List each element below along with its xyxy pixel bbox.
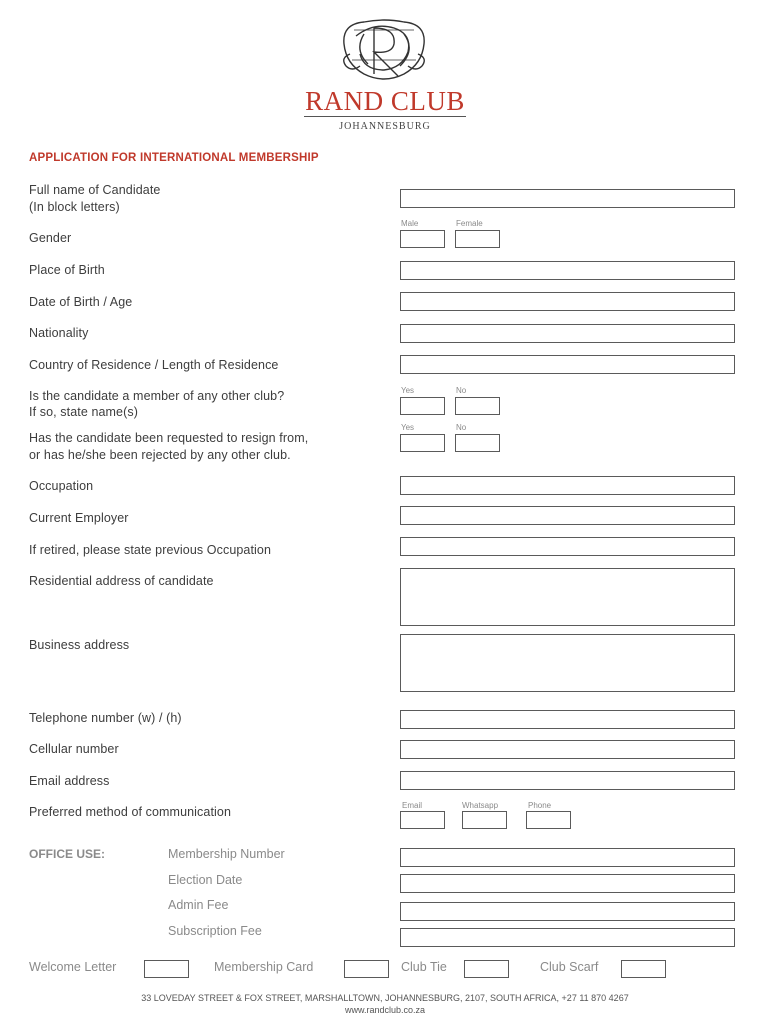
- label-gender: Gender: [29, 231, 72, 245]
- label-welcome-letter: Welcome Letter: [29, 960, 117, 974]
- dob-input[interactable]: [400, 292, 735, 311]
- office-use-title: OFFICE USE:: [29, 847, 106, 861]
- label-other-club-names: If so, state name(s): [29, 405, 138, 419]
- label-subscription-fee: Subscription Fee: [168, 924, 262, 938]
- label-place-of-birth: Place of Birth: [29, 263, 105, 277]
- gender-male-label: Male: [401, 219, 419, 228]
- footer-website: www.randclub.co.za: [344, 1005, 426, 1015]
- label-email: Email address: [29, 774, 110, 788]
- occupation-input[interactable]: [400, 476, 735, 495]
- label-club-scarf: Club Scarf: [540, 960, 599, 974]
- pref-whatsapp-label: Whatsapp: [462, 801, 499, 810]
- nationality-input[interactable]: [400, 324, 735, 343]
- other-club-no-label: No: [456, 386, 467, 395]
- label-block-letters: (In block letters): [29, 200, 120, 214]
- form-title: APPLICATION FOR INTERNATIONAL MEMBERSHIP: [29, 152, 319, 164]
- election-date-input[interactable]: [400, 874, 735, 893]
- label-residential: Residential address of candidate: [29, 574, 214, 588]
- telephone-input[interactable]: [400, 710, 735, 729]
- footer-address: 33 LOVEDAY STREET & FOX STREET, MARSHALLTOWN, JOHANNESBURG, 2107, SOUTH AFRICA, +27 11 870 4267: [141, 993, 629, 1003]
- residential-address-input[interactable]: [400, 568, 735, 626]
- country-residence-input[interactable]: [400, 355, 735, 374]
- label-club-tie: Club Tie: [401, 960, 447, 974]
- label-full-name: Full name of Candidate: [29, 183, 161, 197]
- pref-phone-box[interactable]: [526, 811, 571, 829]
- welcome-letter-box[interactable]: [144, 960, 189, 978]
- resign-yes-label: Yes: [401, 423, 415, 432]
- label-employer: Current Employer: [29, 511, 129, 525]
- club-tie-box[interactable]: [464, 960, 509, 978]
- gender-female-label: Female: [456, 219, 483, 228]
- place-of-birth-input[interactable]: [400, 261, 735, 280]
- other-club-no-box[interactable]: [455, 397, 500, 415]
- pref-phone-label: Phone: [528, 801, 552, 810]
- business-address-input[interactable]: [400, 634, 735, 692]
- label-other-club: Is the candidate a member of any other club?: [29, 389, 285, 403]
- pref-email-label: Email: [402, 801, 423, 810]
- club-name: RAND CLUB: [305, 86, 465, 116]
- label-preferred: Preferred method of communication: [29, 805, 232, 819]
- resign-no-box[interactable]: [455, 434, 500, 452]
- admin-fee-input[interactable]: [400, 902, 735, 921]
- club-name-underline: [304, 116, 466, 117]
- employer-input[interactable]: [400, 506, 735, 525]
- label-resign: Has the candidate been requested to resign from,: [29, 431, 309, 445]
- club-city: JOHANNESBURG: [339, 121, 431, 132]
- membership-number-input[interactable]: [400, 848, 735, 867]
- label-admin-fee: Admin Fee: [168, 898, 229, 912]
- label-dob: Date of Birth / Age: [29, 295, 133, 309]
- label-occupation: Occupation: [29, 479, 94, 493]
- label-election-date: Election Date: [168, 873, 243, 887]
- label-cellular: Cellular number: [29, 742, 119, 756]
- pref-email-box[interactable]: [400, 811, 445, 829]
- other-club-yes-box[interactable]: [400, 397, 445, 415]
- label-rejected: or has he/she been rejected by any other club.: [29, 448, 291, 462]
- cellular-input[interactable]: [400, 740, 735, 759]
- gender-male-box[interactable]: [400, 230, 445, 248]
- subscription-fee-input[interactable]: [400, 928, 735, 947]
- label-business: Business address: [29, 638, 130, 652]
- membership-card-box[interactable]: [344, 960, 389, 978]
- label-telephone: Telephone number (w) / (h): [29, 711, 182, 725]
- email-input[interactable]: [400, 771, 735, 790]
- retired-input[interactable]: [400, 537, 735, 556]
- pref-whatsapp-box[interactable]: [462, 811, 507, 829]
- club-crest-logo: [334, 14, 434, 86]
- other-club-yes-label: Yes: [401, 386, 415, 395]
- gender-female-box[interactable]: [455, 230, 500, 248]
- label-country-residence: Country of Residence / Length of Residence: [29, 358, 279, 372]
- label-retired: If retired, please state previous Occupation: [29, 543, 272, 557]
- label-membership-card: Membership Card: [214, 960, 314, 974]
- label-nationality: Nationality: [29, 326, 89, 340]
- full-name-input[interactable]: [400, 189, 735, 208]
- resign-yes-box[interactable]: [400, 434, 445, 452]
- resign-no-label: No: [456, 423, 467, 432]
- label-membership-number: Membership Number: [168, 847, 285, 861]
- club-scarf-box[interactable]: [621, 960, 666, 978]
